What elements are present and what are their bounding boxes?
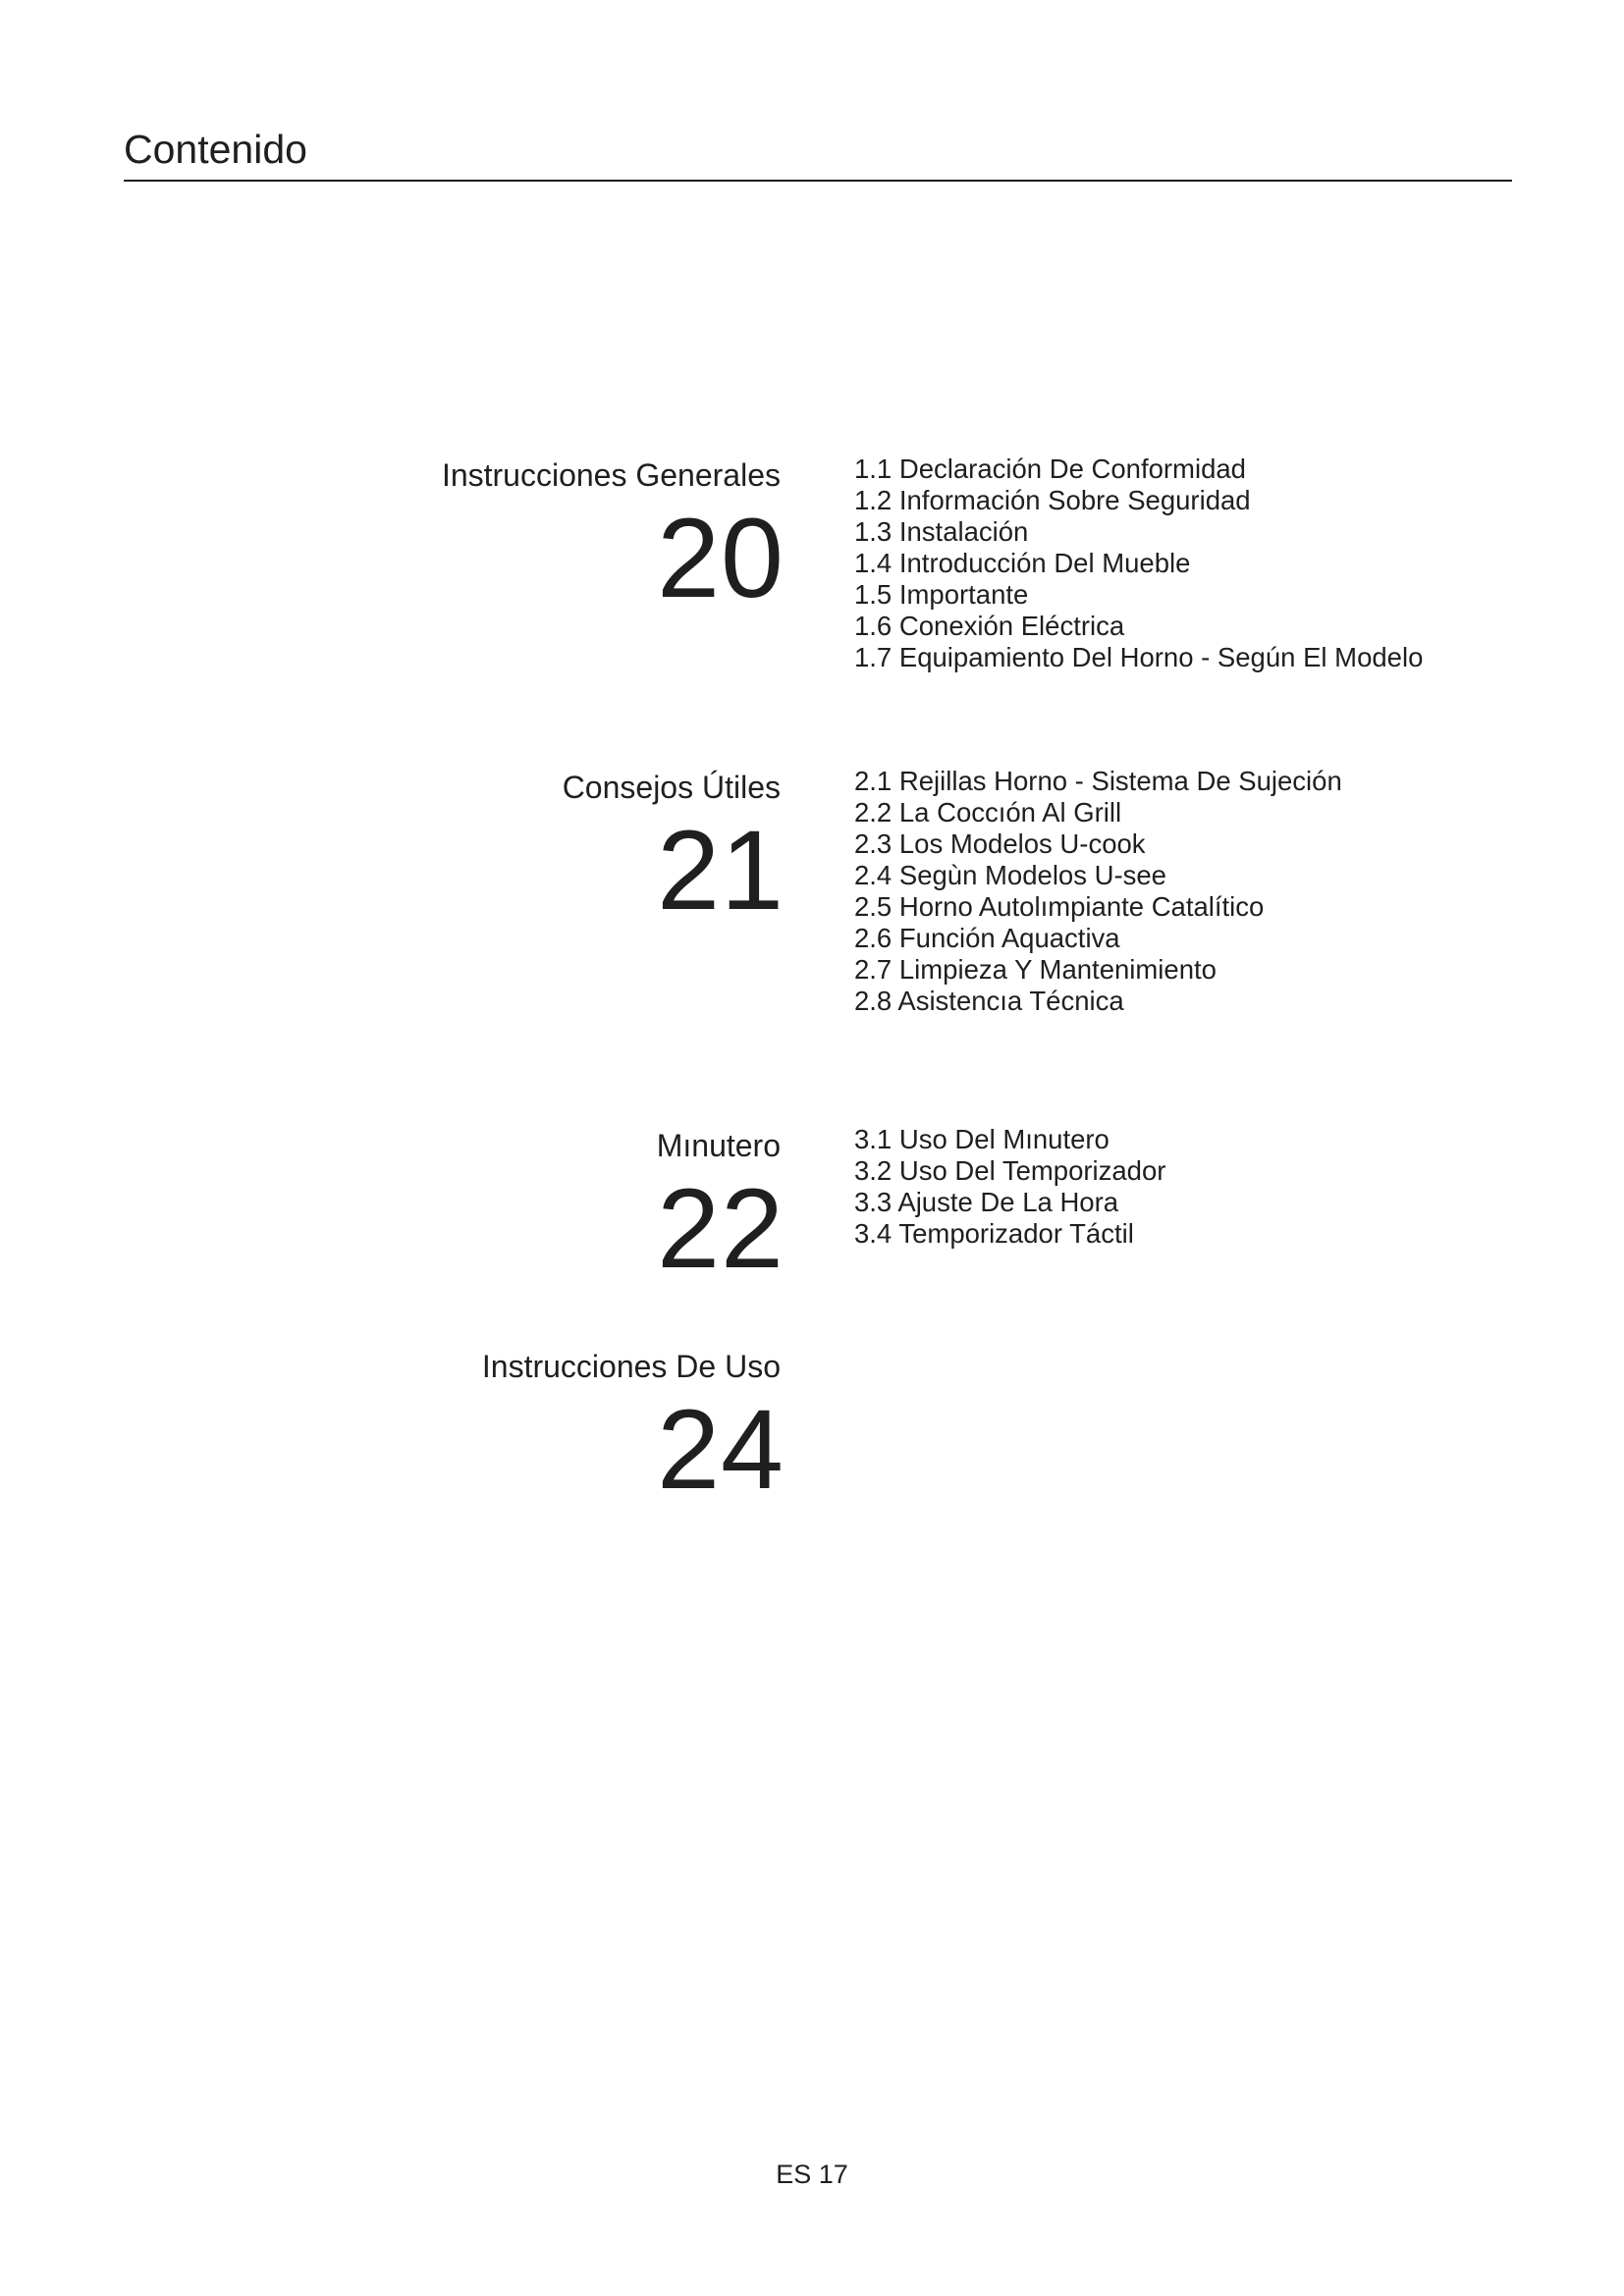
section-header [191, 1349, 785, 1513]
toc-item[interactable]: 1.4 Introducción Del Mueble [854, 548, 1191, 578]
toc-item[interactable]: 1.3 Instalación [854, 516, 1029, 547]
title-divider [124, 180, 1512, 182]
toc-item[interactable]: 1.1 Declaración De Conformidad [854, 454, 1246, 484]
toc-item[interactable]: 2.8 Asistencıa Técnica [854, 986, 1124, 1016]
section-page-number[interactable]: 22 [657, 1166, 785, 1292]
toc-item[interactable]: 3.1 Uso Del Mınutero [854, 1124, 1110, 1154]
toc-item[interactable]: 2.6 Función Aquactiva [854, 923, 1120, 953]
page-number-footer: ES 17 [776, 2160, 848, 2189]
toc-item[interactable]: 2.4 Segùn Modelos U-see [854, 860, 1166, 890]
section-page-number[interactable]: 20 [657, 496, 785, 621]
section-page-number[interactable]: 21 [657, 808, 785, 934]
section-heading[interactable]: Consejos Útiles [562, 770, 781, 805]
section-heading[interactable]: Instrucciones Generales [441, 457, 781, 493]
section-item-list [854, 766, 1342, 1017]
toc-item[interactable]: 2.2 La Coccıón Al Grill [854, 797, 1122, 828]
toc-item[interactable]: 2.1 Rejillas Horno - Sistema De Sujeción [854, 766, 1342, 796]
toc-item[interactable]: 2.5 Horno Autolımpiante Catalítico [854, 891, 1265, 922]
toc-item[interactable]: 1.2 Información Sobre Seguridad [854, 485, 1251, 515]
toc-item[interactable]: 3.3 Ajuste De La Hora [854, 1187, 1119, 1217]
toc-item[interactable]: 2.3 Los Modelos U-cook [854, 828, 1146, 859]
section-header [191, 1128, 785, 1292]
page-title: Contenido [124, 127, 307, 172]
section-page-number[interactable]: 24 [657, 1387, 785, 1513]
section-header [191, 457, 785, 621]
section-heading[interactable]: Mınutero [656, 1128, 781, 1163]
toc-item[interactable]: 1.7 Equipamiento Del Horno - Según El Modelo [854, 642, 1424, 672]
toc-item[interactable]: 2.7 Limpieza Y Mantenimiento [854, 954, 1217, 985]
section-heading[interactable]: Instrucciones De Uso [481, 1349, 781, 1384]
toc-item[interactable]: 3.2 Uso Del Temporizador [854, 1155, 1166, 1186]
toc-item[interactable]: 3.4 Temporizador Táctil [854, 1218, 1134, 1249]
section-item-list [854, 454, 1423, 673]
section-item-list [854, 1124, 1165, 1250]
section-header [191, 770, 785, 934]
toc-item[interactable]: 1.6 Conexión Eléctrica [854, 611, 1125, 641]
toc-item[interactable]: 1.5 Importante [854, 579, 1029, 610]
